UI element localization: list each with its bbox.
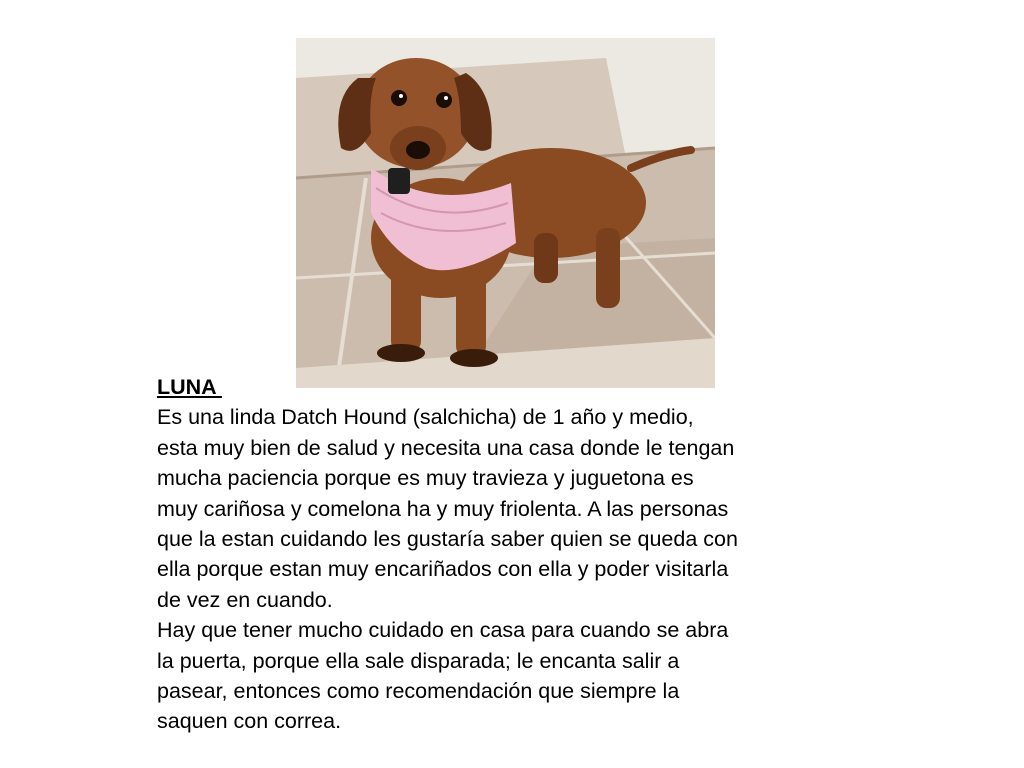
text-line: que la estan cuidando les gustaría saber quien se queda con	[157, 527, 738, 552]
pet-description	[157, 372, 877, 737]
dog-photo	[296, 38, 715, 388]
dog-photo-illustration	[296, 38, 715, 388]
text-line: muy cariñosa y comelona ha y muy friolenta. A las personas	[157, 496, 729, 521]
text-line: de vez en cuando.	[157, 587, 333, 612]
description-paragraph-1	[157, 402, 877, 615]
description-paragraph-2	[157, 615, 877, 737]
text-line: ella porque estan muy encariñados con ella y poder visitarla	[157, 557, 729, 582]
text-line: la puerta, porque ella sale disparada; le encanta salir a	[157, 648, 680, 673]
text-line: Hay que tener mucho cuidado en casa para cuando se abra	[157, 618, 729, 643]
pet-name-title: LUNA	[157, 375, 222, 399]
text-line: esta muy bien de salud y necesita una casa donde le tengan	[157, 435, 735, 460]
text-line: pasear, entonces como recomendación que siempre la	[157, 679, 680, 704]
text-line: saquen con correa.	[157, 709, 342, 734]
text-line: mucha paciencia porque es muy travieza y juguetona es	[157, 466, 694, 491]
text-line: Es una linda Datch Hound (salchicha) de 1 año y medio,	[157, 405, 694, 430]
